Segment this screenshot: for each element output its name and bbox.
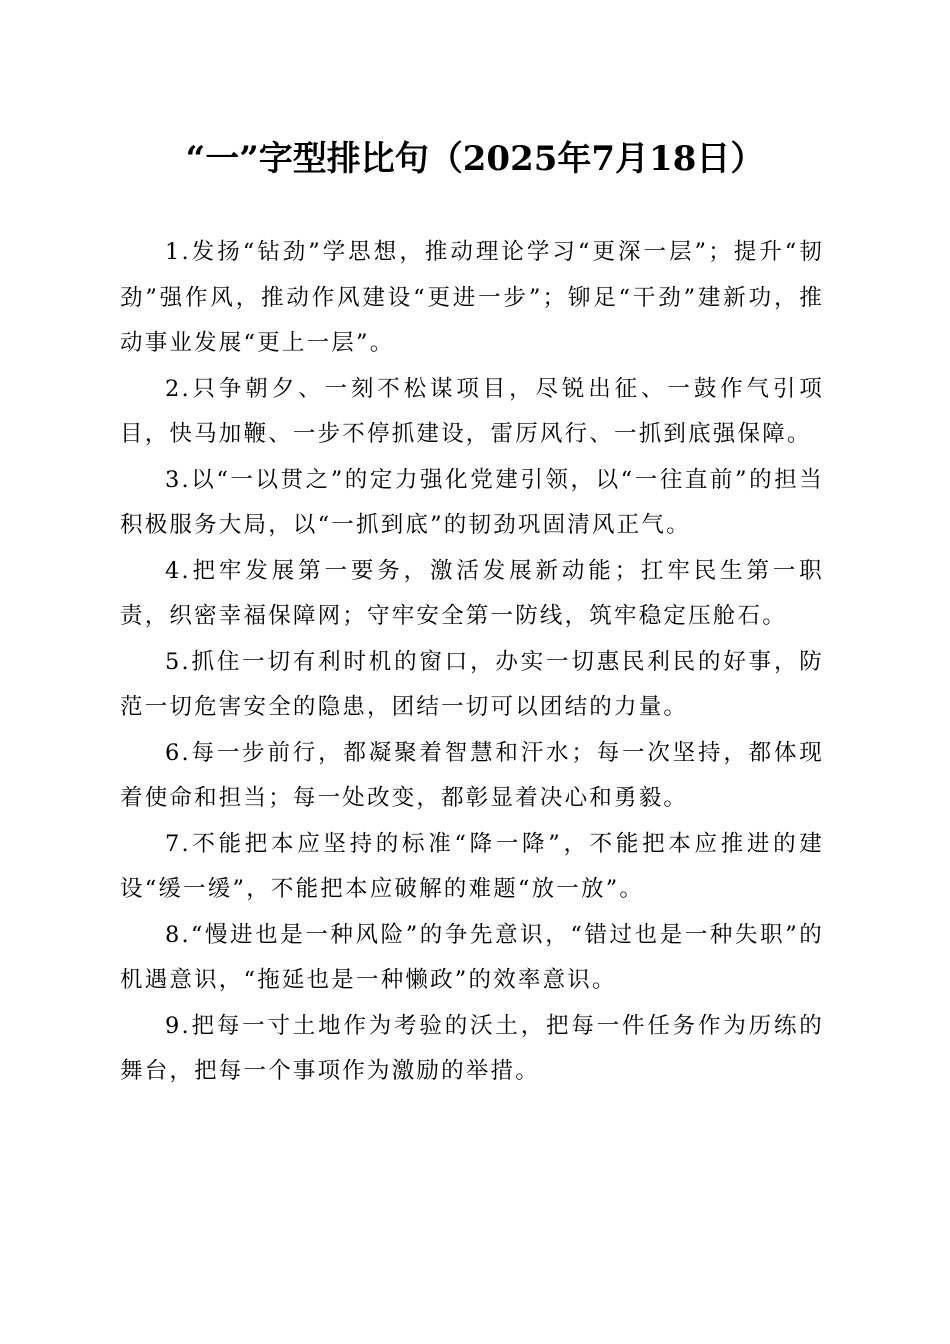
paragraph-8: 8.“慢进也是一种风险”的争先意识，“错过也是一种失职”的机遇意识，“拖延也是一种懒政”的效率意识。 <box>120 921 824 993</box>
paragraph-6: 6.每一步前行，都凝聚着智慧和汗水；每一次坚持，都体现着使命和担当；每一处改变，都彰显着决心和勇毅。 <box>120 739 824 811</box>
paragraph-7: 7.不能把本应坚持的标准“降一降”，不能把本应推进的建设“缓一缓”，不能把本应破解的难题“放一放”。 <box>120 830 824 902</box>
paragraph-2: 2.只争朝夕、一刻不松谋项目，尽锐出征、一鼓作气引项目，快马加鞭、一步不停抓建设，雷厉风行、一抓到底强保障。 <box>120 375 824 447</box>
paragraph-3: 3.以“一以贯之”的定力强化党建引领，以“一往直前”的担当积极服务大局，以“一抓到底”的韧劲巩固清风正气。 <box>120 466 824 538</box>
paragraph-1: 1.发扬“钻劲”学思想，推动理论学习“更深一层”；提升“韧劲”强作风，推动作风建设“更进一步”；铆足“干劲”建新功，推动事业发展“更上一层”。 <box>120 239 824 356</box>
paragraph-5: 5.抓住一切有利时机的窗口，办实一切惠民利民的好事，防范一切危害安全的隐患，团结一切可以团结的力量。 <box>120 648 824 720</box>
document-title: “一”字型排比句（2025年7月18日） <box>185 139 765 179</box>
document-body <box>120 230 824 1095</box>
paragraph-4: 4.把牢发展第一要务，激活发展新动能；扛牢民生第一职责，织密幸福保障网；守牢安全第一防线，筑牢稳定压舱石。 <box>120 557 824 629</box>
paragraph-9: 9.把每一寸土地作为考验的沃土，把每一件任务作为历练的舞台，把每一个事项作为激励的举措。 <box>120 1012 824 1084</box>
